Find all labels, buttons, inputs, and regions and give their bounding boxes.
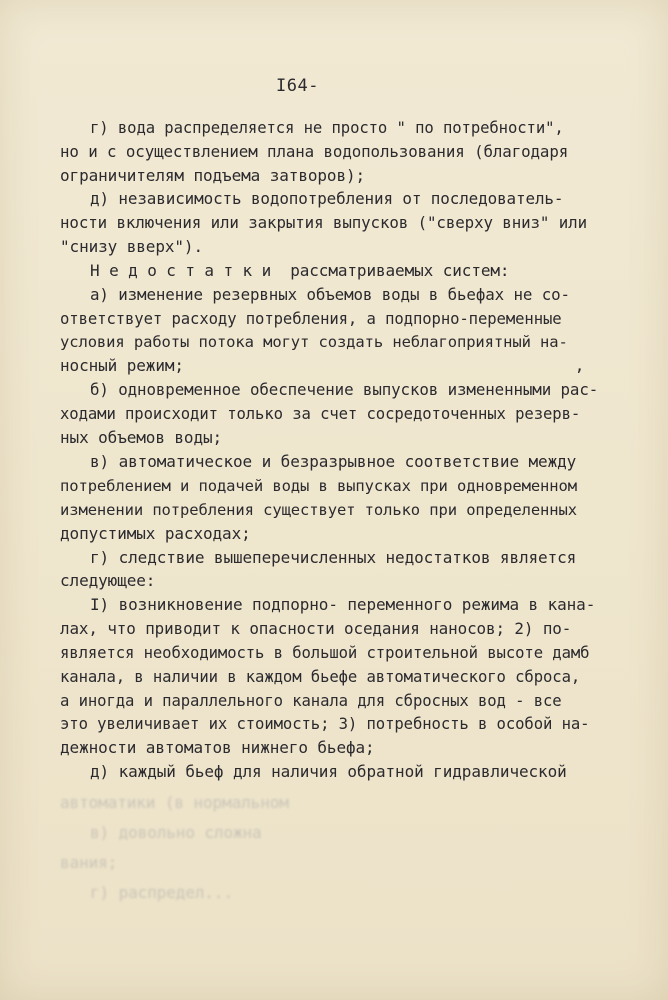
text-line: дежности автоматов нижнего бьефа; [60, 738, 375, 757]
text-line: б) одновременное обеспечение выпусков измененными рас- [90, 380, 599, 399]
text-line: но и с осуществлением плана водопользования (благодаря [60, 142, 569, 161]
bleed-through-text: автоматики (в нормальном [60, 793, 289, 812]
text-line: "снизу вверх"). [60, 237, 203, 256]
text-line: в) автоматическое и безразрывное соответствие между [90, 452, 577, 471]
text-line: ограничителям подъема затворов); [60, 166, 366, 185]
bleed-through-text: в) довольно сложна [90, 823, 262, 842]
text-line: изменении потребления существует только при определенных [60, 501, 577, 519]
text-line: ответствует расходу потребления, а подпорно-переменные [60, 310, 562, 328]
text-line: Н е д о с т а т к и рассматриваемых систем: [90, 261, 510, 280]
text-line: ходами происходит только за счет сосредоточенных резерв- [60, 405, 581, 423]
text-line: следующее: [60, 571, 156, 590]
text-line: канала, в наличии в каждом бьефе автоматического сброса, [60, 668, 581, 686]
text-line: г) следствие вышеперечисленных недостатков является [90, 548, 577, 567]
bleed-through-text: вания; [60, 853, 118, 872]
text-line: носный режим; , [60, 356, 585, 375]
text-line: лах, что приводит к опасности оседания наносов; 2) по- [60, 619, 572, 638]
text-line: ных объемов воды; [60, 428, 223, 447]
text-line: д) каждый бьеф для наличия обратной гидравлической [90, 762, 567, 781]
text-line: д) независимость водопотребления от последователь- [90, 189, 564, 208]
text-line: а иногда и параллельного канала для сбросных вод - все [60, 692, 562, 710]
bleed-through-text: г) распредел... [90, 883, 233, 902]
text-line: потреблением и подачей воды в выпусках при одновременном [60, 477, 577, 495]
text-line: а) изменение резервных объемов воды в бьефах не со- [90, 285, 570, 304]
text-line: это увеличивает их стоимость; 3) потребность в особой на- [60, 715, 590, 733]
text-line: I) возникновение подпорно- переменного режима в кана- [90, 595, 596, 614]
text-line: ности включения или закрытия выпусков ("сверху вниз" или [60, 213, 587, 232]
text-line: допустимых расходах; [60, 524, 251, 543]
text-line: г) вода распределяется не просто " по потребности", [90, 119, 564, 137]
page-number: I64- [276, 76, 319, 96]
text-line: является необходимость в большой строительной высоте дамб [60, 644, 590, 662]
text-line: условия работы потока могут создать неблагоприятный на- [60, 333, 568, 351]
